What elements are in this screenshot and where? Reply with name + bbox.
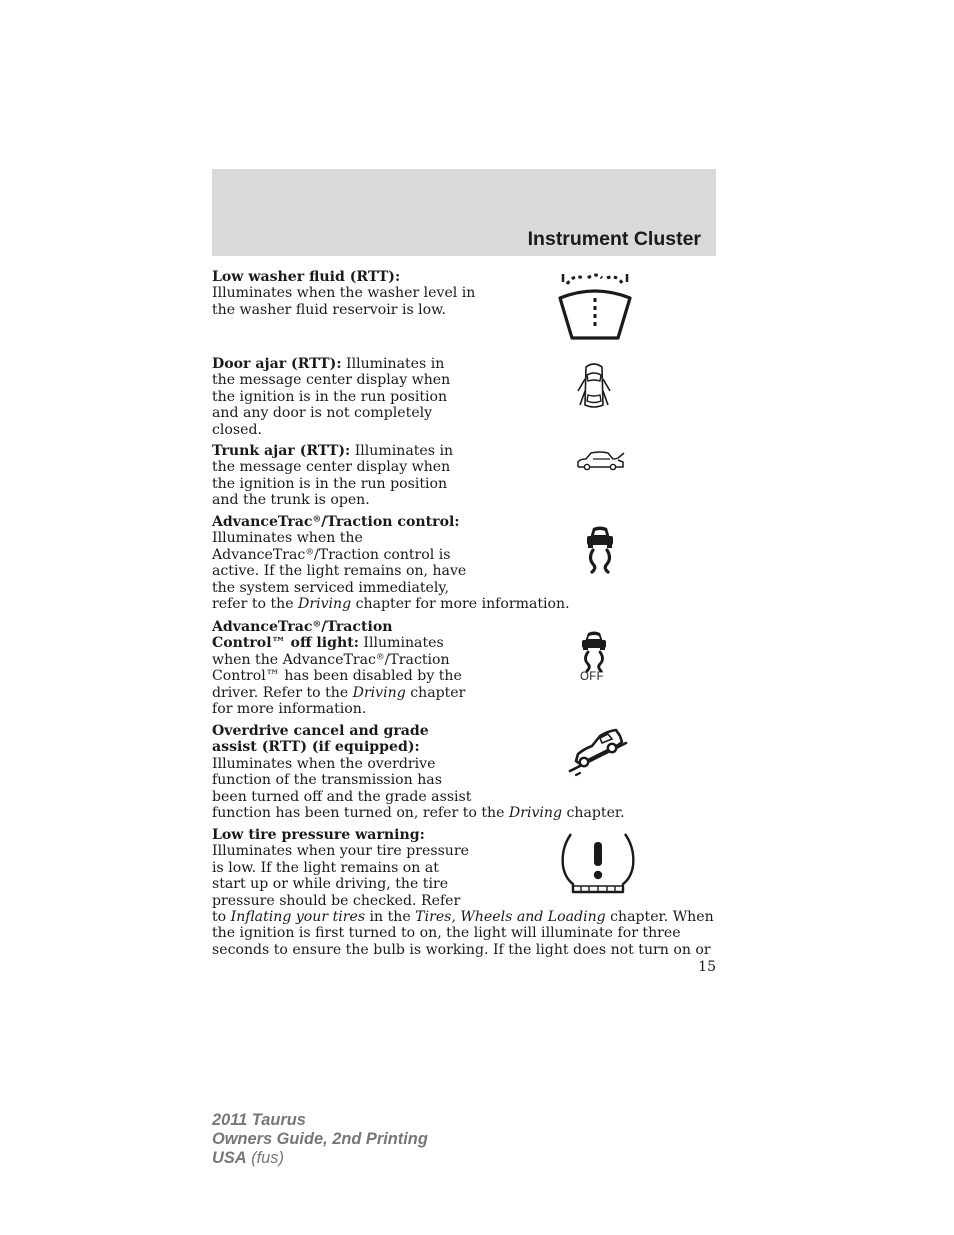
entry-heading: Trunk ajar (RTT):	[212, 443, 351, 459]
entry-heading: Overdrive cancel and grade	[212, 723, 429, 739]
footer-model: 2011 Taurus	[212, 1111, 306, 1129]
entry-heading: AdvanceTrac®/Traction control:	[212, 514, 460, 530]
entry-heading: AdvanceTrac®/Traction	[212, 619, 393, 635]
section-title: Instrument Cluster	[527, 228, 701, 250]
footer-region-code: (fus)	[246, 1149, 284, 1168]
entry-overdrive-grade-assist: Overdrive cancel and grade assist (RTT) (if equipped): Illuminates when the overdrive function of the transmission has been turned off and the grade assist function has been turned on, refer to the Driving chapter.	[212, 723, 625, 822]
grade-assist-icon	[566, 727, 630, 777]
traction-control-icon	[584, 522, 616, 574]
entry-heading: Low tire pressure warning:	[212, 827, 425, 843]
entry-heading: Door ajar (RTT):	[212, 356, 342, 372]
section-header-band	[212, 169, 716, 256]
entry-advancetrac: AdvanceTrac®/Traction control: Illuminates when the AdvanceTrac®/Traction control is active. If the light remains on, have the system serviced immediately, refer to the Driving chapter for more information.	[212, 514, 570, 613]
traction-off-label: OFF	[580, 671, 604, 683]
windshield-washer-icon	[550, 270, 640, 342]
entry-low-tire-pressure: Low tire pressure warning: Illuminates when your tire pressure is low. If the light remains on at start up or while driving, the tire pressure should be checked. Refer to Inflating your tires in the Tires, Wheels and Loading chapter. When the ignition is first turned to on, the light will illuminate for three seconds to ensure the bulb is working. If the light does not turn on or	[212, 827, 714, 958]
entry-door-ajar: Door ajar (RTT): Illuminates in the message center display when the ignition is in the run position and any door is not completely closed.	[212, 356, 451, 438]
page-number: 15	[698, 959, 716, 975]
entry-low-washer-fluid: Low washer fluid (RTT): Illuminates when the washer level in the washer fluid reservoir is low.	[212, 269, 476, 318]
door-ajar-icon	[576, 361, 612, 411]
traction-control-off-icon	[580, 628, 608, 672]
entry-advancetrac-off: AdvanceTrac®/Traction Control™ off light: Illuminates when the AdvanceTrac®/Traction Control™ has been disabled by the driver. Refer to the Driving chapter for more information.	[212, 619, 466, 718]
entry-trunk-ajar: Trunk ajar (RTT): Illuminates in the message center display when the ignition is in the run position and the trunk is open.	[212, 443, 454, 509]
tire-pressure-warning-icon	[559, 830, 637, 898]
footer-guide: Owners Guide, 2nd Printing	[212, 1130, 428, 1149]
trunk-ajar-icon	[576, 449, 626, 473]
footer-region: USA	[212, 1149, 247, 1168]
document-footer	[212, 1111, 428, 1169]
entry-heading: Low washer fluid (RTT):	[212, 269, 401, 285]
